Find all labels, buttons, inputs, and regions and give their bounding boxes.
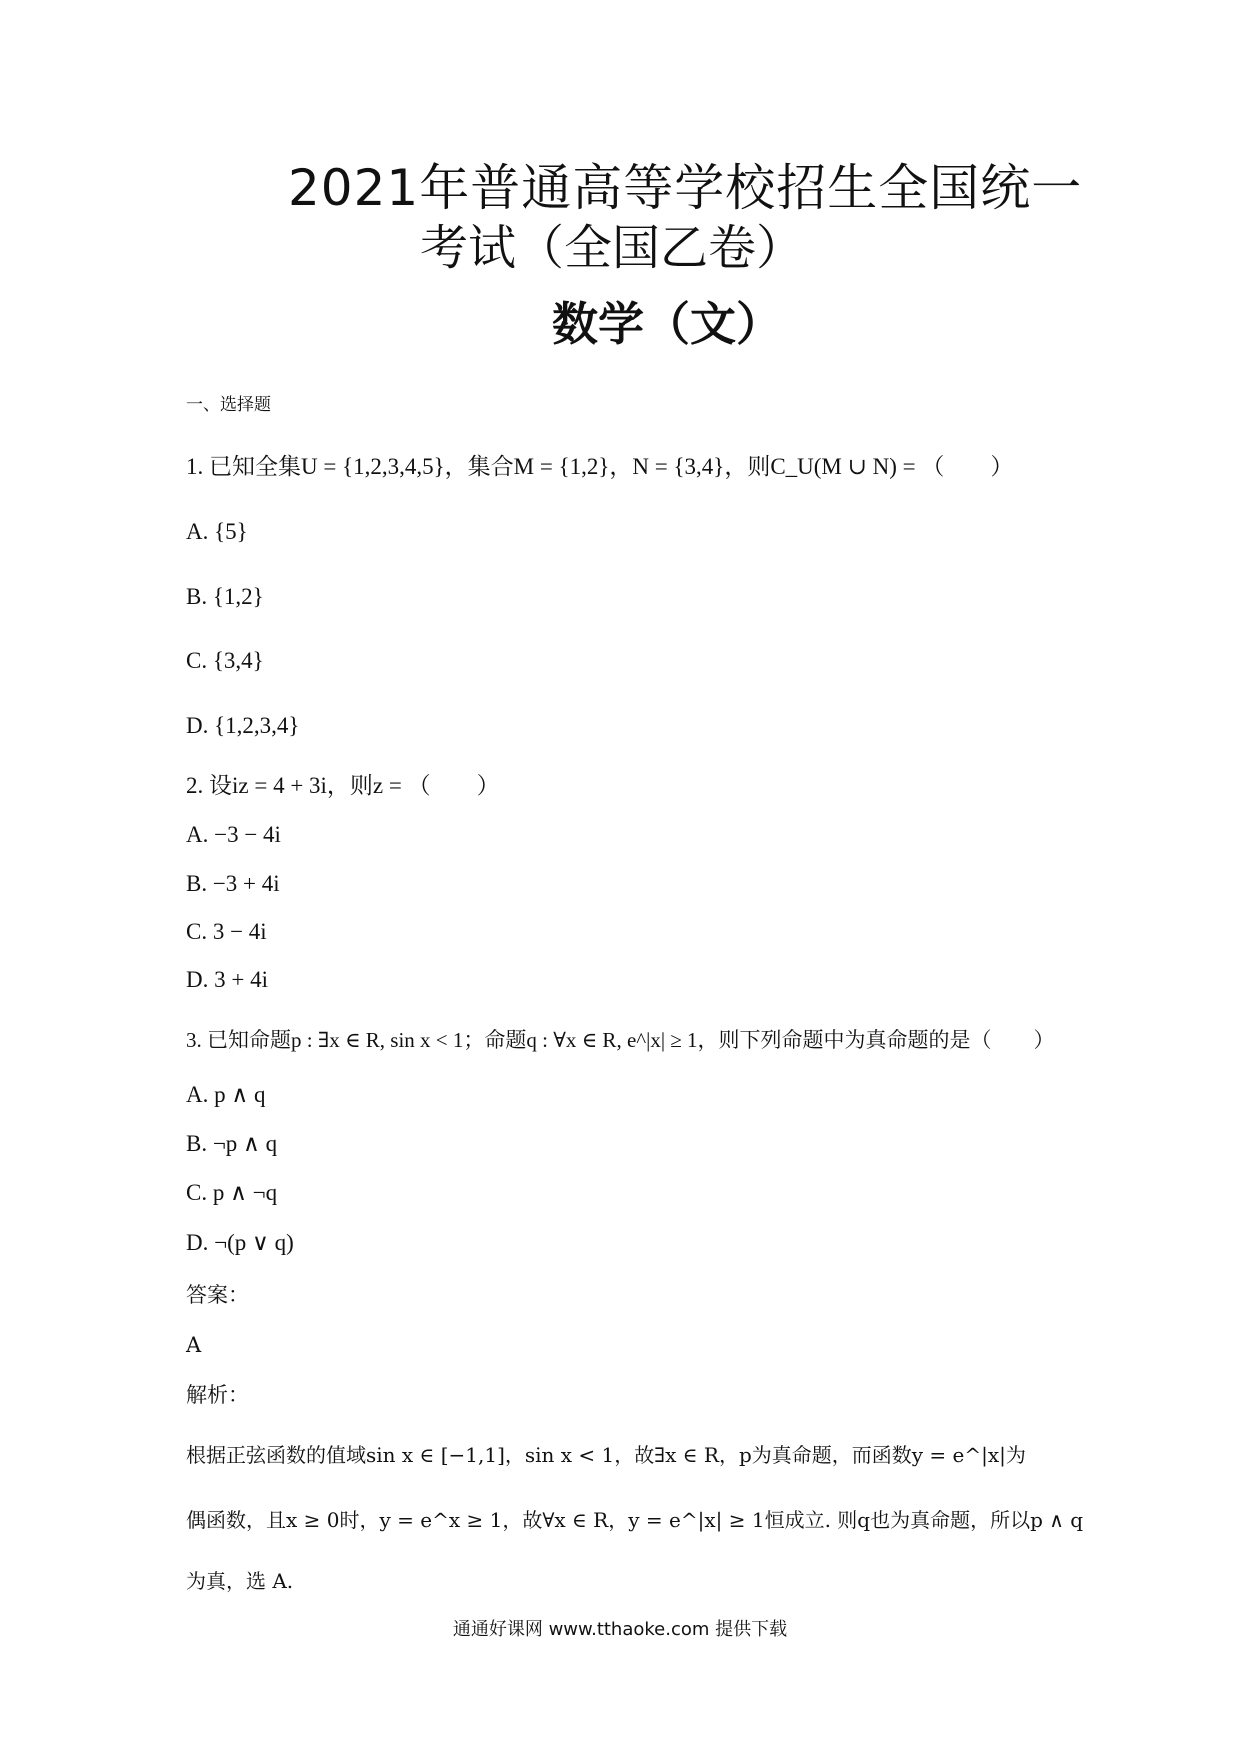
answer-value: A — [186, 1333, 202, 1357]
question-3-stem: 3. 已知命题p : ∃x ∈ R, sin x < 1；命题q : ∀x ∈ R, e^|x| ≥ 1，则下列命题中为真命题的是（ ） — [186, 1028, 1055, 1052]
question-3-option-d: D. ¬(p ∨ q) — [186, 1230, 294, 1255]
exam-title-line1: 2021年普通高等学校招生全国统一 — [288, 159, 1083, 217]
question-2-option-c: C. 3 − 4i — [186, 919, 267, 944]
answer-label: 答案： — [186, 1283, 249, 1307]
analysis-line-3: 为真，选 A. — [186, 1569, 294, 1593]
question-2-option-d: D. 3 + 4i — [186, 967, 268, 992]
analysis-line-1: 根据正弦函数的值域sin x ∈ [−1,1]，sin x < 1，故∃x ∈ R，p为真命题，而函数y = e^|x|为 — [186, 1443, 1026, 1467]
question-1-stem: 1. 已知全集U = {1,2,3,4,5}，集合M = {1,2}，N = {3,4}，则C_U(M ∪ N) = （ ） — [186, 454, 1014, 479]
question-3-option-a: A. p ∧ q — [186, 1082, 266, 1107]
analysis-line-2: 偶函数，且x ≥ 0时，y = e^x ≥ 1，故∀x ∈ R，y = e^|x| ≥ 1恒成立. 则q也为真命题，所以p ∧ q — [186, 1508, 1084, 1532]
question-2-option-b: B. −3 + 4i — [186, 871, 280, 896]
exam-subject: 数学（文） — [552, 297, 782, 351]
analysis-label: 解析： — [186, 1383, 249, 1407]
question-2-stem: 2. 设iz = 4 + 3i，则z = （ ） — [186, 773, 500, 798]
section-heading: 一、选择题 — [186, 395, 271, 415]
question-1-option-b: B. {1,2} — [186, 584, 264, 609]
question-3-option-b: B. ¬p ∧ q — [186, 1131, 278, 1156]
question-2-option-a: A. −3 − 4i — [186, 822, 281, 847]
exam-title-line2: 考试（全国乙卷） — [420, 220, 805, 276]
question-1-option-d: D. {1,2,3,4} — [186, 713, 300, 738]
question-3-option-c: C. p ∧ ¬q — [186, 1180, 278, 1205]
question-1-option-a: A. {5} — [186, 519, 248, 544]
page-footer: 通通好课网 www.tthaoke.com 提供下载 — [452, 1619, 788, 1640]
question-1-option-c: C. {3,4} — [186, 648, 264, 673]
